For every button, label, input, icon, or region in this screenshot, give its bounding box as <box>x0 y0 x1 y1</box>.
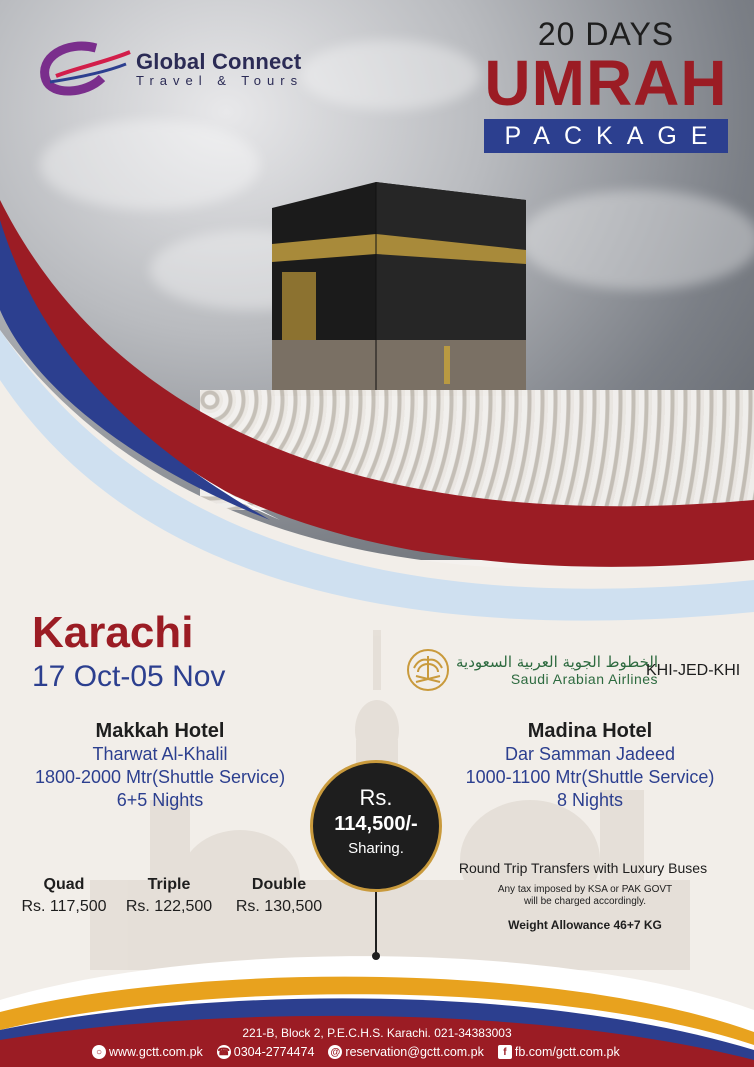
airline-name-english: Saudi Arabian Airlines <box>510 671 659 687</box>
room-price: Rs. 117,500 <box>21 898 107 915</box>
contact-bar <box>92 1045 620 1059</box>
at-icon: @ <box>328 1045 342 1059</box>
flight-route: KHI-JED-KHI <box>646 662 741 679</box>
phone-icon: ☎ <box>217 1046 231 1058</box>
makkah-nights: 6+5 Nights <box>116 790 204 810</box>
price-badge <box>310 760 442 892</box>
email-link[interactable] <box>328 1045 483 1059</box>
madina-heading: Madina Hotel <box>527 720 653 742</box>
facebook-link[interactable] <box>498 1045 620 1059</box>
price-amount: 114,500/- <box>334 813 418 835</box>
website-text: www.gctt.com.pk <box>109 1045 203 1059</box>
madina-hotel <box>440 720 740 812</box>
madina-distance: 1000-1100 Mtr(Shuttle Service) <box>465 767 715 787</box>
room-option <box>12 876 116 916</box>
brand-logo <box>36 38 303 98</box>
madina-nights: 8 Nights <box>556 790 624 810</box>
room-type: Triple <box>147 876 191 893</box>
saudia-palm-icon <box>406 648 450 692</box>
price-tag-dot <box>372 952 380 960</box>
package-title <box>476 16 736 153</box>
office-address: 221-B, Block 2, P.E.C.H.S. Karachi. 021-34383003 <box>242 1026 512 1040</box>
facebook-icon: f <box>498 1045 512 1059</box>
phone-link[interactable] <box>217 1045 315 1059</box>
logo-swirl-icon <box>36 38 132 98</box>
makkah-hotel <box>10 720 310 812</box>
makkah-hotel-name: Tharwat Al-Khalil <box>92 744 228 764</box>
room-price: Rs. 122,500 <box>125 898 213 915</box>
title-main: UMRAH <box>484 47 728 119</box>
website-link[interactable] <box>92 1045 203 1059</box>
room-type: Double <box>251 876 307 893</box>
globe-icon: ○ <box>92 1045 106 1059</box>
airline-block <box>406 648 658 692</box>
phone-text: 0304-2774474 <box>233 1045 315 1059</box>
brand-name: Global Connect <box>136 48 302 74</box>
airline-name-arabic: الخطوط الجوية العربية السعودية <box>456 653 659 671</box>
makkah-heading: Makkah Hotel <box>95 720 225 742</box>
title-days: 20 DAYS <box>537 16 675 52</box>
price-currency: Rs. <box>359 785 393 810</box>
madina-hotel-name: Dar Samman Jadeed <box>504 744 676 764</box>
brand-tagline: Travel & Tours <box>136 72 304 88</box>
weight-allowance: Weight Allowance 46+7 KG <box>508 918 662 932</box>
room-type: Quad <box>43 876 85 893</box>
transfers-note: Round Trip Transfers with Luxury Buses <box>458 860 708 876</box>
travel-dates: 17 Oct-05 Nov <box>32 660 226 693</box>
tax-note-line2: will be charged accordingly. <box>523 896 647 907</box>
makkah-distance: 1800-2000 Mtr(Shuttle Service) <box>34 767 286 787</box>
price-basis: Sharing. <box>348 840 404 857</box>
room-option <box>224 876 334 916</box>
tax-note <box>470 884 700 908</box>
departure-city: Karachi <box>32 608 194 657</box>
room-option <box>117 876 221 916</box>
title-sub: PACKAGE <box>484 119 728 153</box>
price-tag-string <box>375 892 377 956</box>
room-price: Rs. 130,500 <box>235 898 323 915</box>
email-text: reservation@gctt.com.pk <box>345 1045 484 1059</box>
facebook-text: fb.com/gctt.com.pk <box>514 1045 620 1059</box>
tax-note-line1: Any tax imposed by KSA or PAK GOVT <box>497 884 673 895</box>
